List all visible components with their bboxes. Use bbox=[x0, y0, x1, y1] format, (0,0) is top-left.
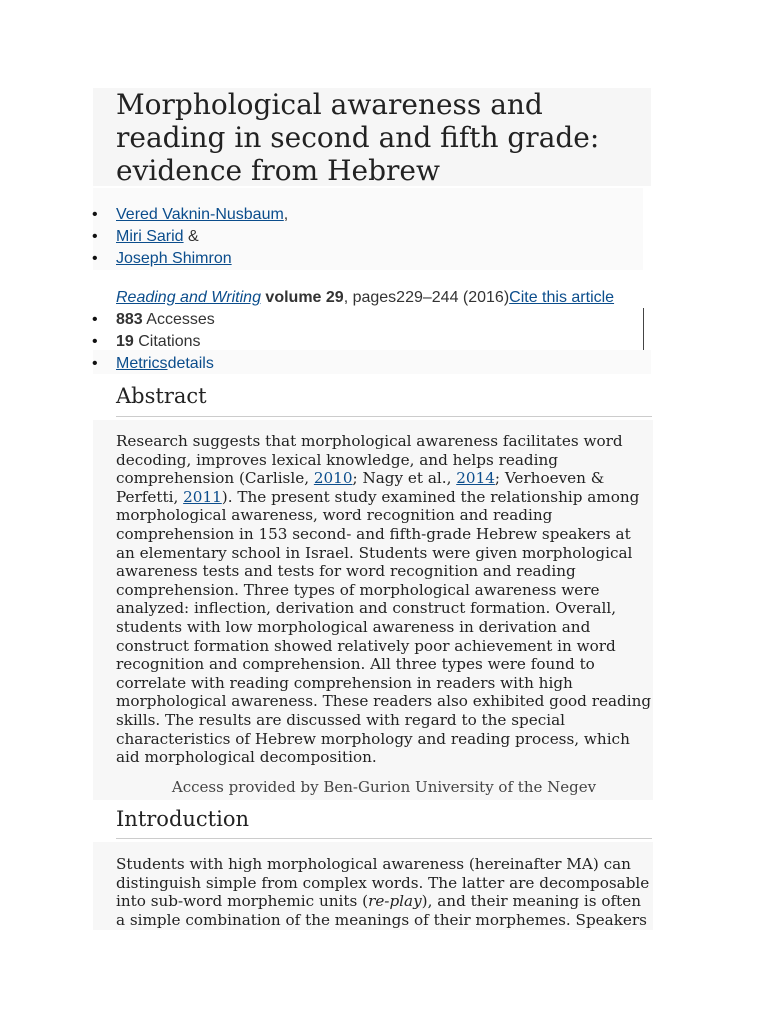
author-link-vaknin-nusbaum[interactable]: Vered Vaknin-Nusbaum bbox=[116, 206, 284, 223]
reference-link-carlisle[interactable]: 2010 bbox=[313, 469, 353, 488]
access-note: Access provided by Ben-Gurion University of the Negev bbox=[171, 778, 597, 796]
author-link-sarid[interactable]: Miri Sarid bbox=[116, 228, 184, 245]
abstract-text-part: ; Verhoeven & Perfetti, bbox=[116, 469, 605, 506]
cite-this-article-link[interactable]: Cite this article bbox=[509, 289, 615, 306]
citation-line bbox=[116, 287, 614, 309]
abstract-rule bbox=[116, 416, 652, 417]
journal-link[interactable]: Reading and Writing bbox=[116, 289, 261, 306]
author-link-shimron[interactable]: Joseph Shimron bbox=[116, 250, 232, 267]
author-separator: , bbox=[283, 206, 289, 223]
introduction-text-part: Students with high morphological awareness (hereinafter MA) can distinguish simple from complex words. The latter are decomposable into sub-word morphemic units ( bbox=[116, 855, 650, 911]
introduction-rule bbox=[116, 838, 652, 839]
author-item bbox=[92, 204, 612, 226]
volume-label: volume 29 bbox=[265, 289, 344, 306]
introduction-heading: Introduction bbox=[116, 807, 249, 831]
author-item bbox=[92, 248, 612, 270]
metrics-details[interactable]: details bbox=[167, 355, 214, 372]
introduction-emphasis: re-play bbox=[368, 892, 422, 911]
abstract-text bbox=[116, 432, 652, 767]
citations-item bbox=[92, 331, 215, 353]
abstract-heading: Abstract bbox=[116, 384, 207, 408]
author-item bbox=[92, 226, 612, 248]
citations-count: 19 bbox=[116, 333, 134, 350]
abstract-text-part: ). The present study examined the relationship among morphological awareness, word recognition and reading comprehension in 153 second- and fifth-grade Hebrew speakers at an elementary school in Israel. Students were given morphological awareness tests and tests for word recognition and reading comprehension. Three types of morphological awareness were analyzed: inflection, derivation and construct formation. Overall, students with low morphological awareness in derivation and construct formation showed relatively poor achievement in word recognition and comprehension. All three types were found to correlate with reading comprehension in readers with high morphological awareness. These readers also exhibited good reading skills. The results are discussed with regard to the special characteristics of Hebrew morphology and reading process, which aid morphological decomposition. bbox=[116, 487, 652, 767]
author-separator: & bbox=[183, 228, 199, 245]
metrics-link[interactable]: Metrics bbox=[116, 355, 168, 372]
article-title: Morphological awareness and reading in second and fifth grade: evidence from Hebrew bbox=[116, 88, 600, 187]
pages-text: , pages229–244 (2016) bbox=[343, 289, 510, 306]
abstract-text-part: ; Nagy et al., bbox=[352, 469, 457, 488]
author-list bbox=[92, 204, 612, 270]
accesses-item bbox=[92, 309, 215, 331]
introduction-text-part: ), and their meaning is often a simple combination of the meanings of their morphemes. Speakers bbox=[116, 892, 647, 929]
citation-divider bbox=[643, 308, 644, 351]
metrics-list bbox=[92, 309, 215, 375]
abstract-text-part: Research suggests that morphological awareness facilitates word decoding, improves lexical knowledge, and helps reading comprehension (Carlisle, bbox=[116, 432, 623, 488]
reference-link-nagy[interactable]: 2014 bbox=[456, 469, 495, 488]
metrics-item bbox=[92, 353, 215, 375]
introduction-text bbox=[116, 855, 652, 929]
accesses-count: 883 bbox=[116, 311, 143, 328]
accesses-label: Accesses bbox=[142, 311, 215, 328]
reference-link-verhoeven[interactable]: 2011 bbox=[183, 487, 222, 506]
citations-label: Citations bbox=[133, 333, 201, 350]
